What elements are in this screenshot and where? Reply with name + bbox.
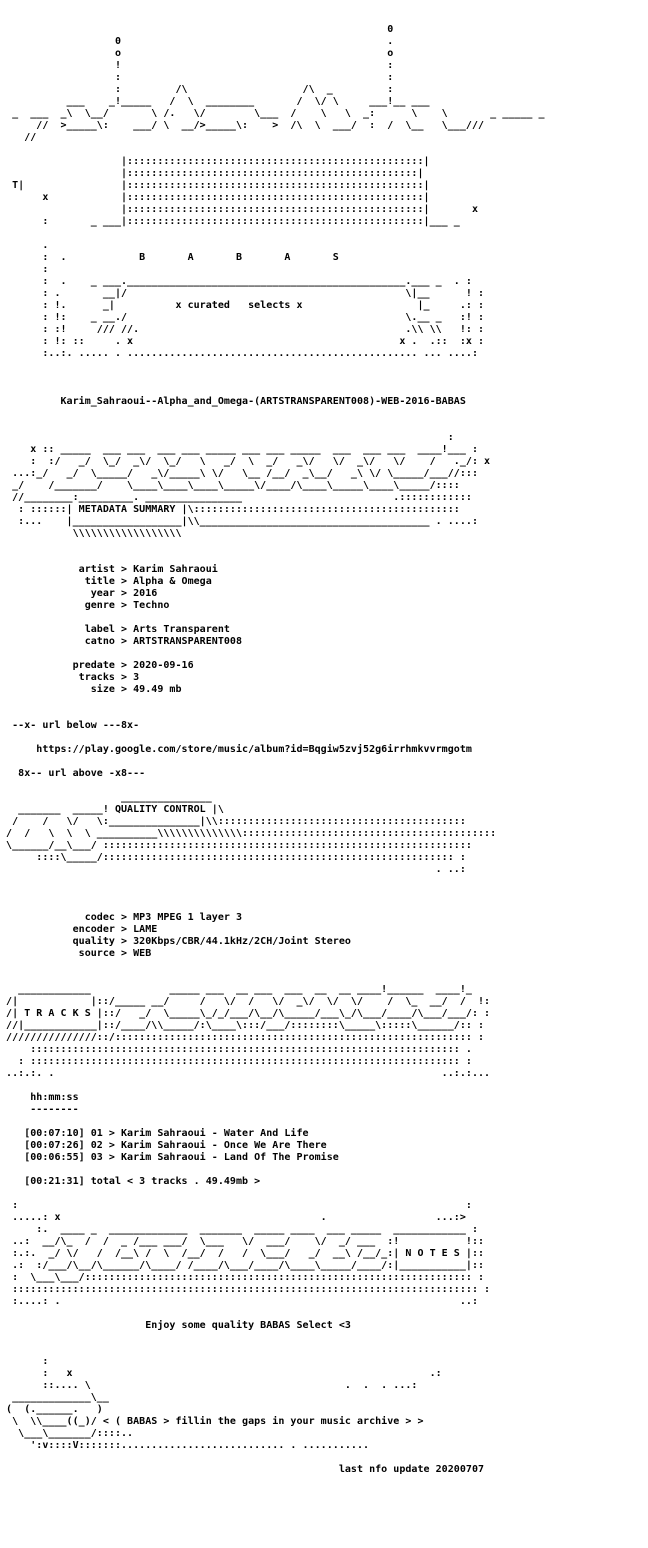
meta-label: label > Arts Transparent [0, 624, 230, 635]
quality-header-line: / / \/ \:_______________|\\::::::::::::::::::::::::::::::::::::::::: [0, 816, 472, 827]
spacer-line [0, 552, 648, 564]
header-art-line: T| |:::::::::::::::::::::::::::::::::::::::::::::::::| [0, 180, 485, 191]
footer-art-line: \___\_______/::::.. [0, 1428, 472, 1439]
spacer-line [0, 384, 648, 396]
header-art-line: |:::::::::::::::::::::::::::::::::::::::::::::::::| x [0, 204, 485, 215]
quality-bitrate: quality > 320Kbps/CBR/44.1kHz/2CH/Joint Stereo [0, 936, 351, 947]
header-art-line: // [0, 132, 485, 143]
url-above-marker: 8x-- url above -x8--- [0, 768, 146, 779]
spacer-line [0, 540, 648, 552]
quality-header-line: ::::\_____/:::::::::::::::::::::::::::::::::::::::::::::::::::::::::: : [0, 852, 466, 863]
meta-catno: catno > ARTSTRANSPARENT008 [0, 636, 243, 647]
quality-header-line: _______________ [0, 792, 485, 803]
track-row: [00:07:10] 01 > Karim Sahraoui - Water And Life [0, 1128, 309, 1139]
track-time-underline: -------- [0, 1104, 79, 1115]
track-total: [00:21:31] total < 3 tracks . 49.49mb > [0, 1176, 261, 1187]
meta-year: year > 2016 [0, 588, 158, 599]
spacer-line [0, 612, 648, 624]
tracks-header-line: ..:.:. . ..:.:... [0, 1068, 497, 1079]
spacer-line [0, 648, 648, 660]
header-art-line: : !: :: . x x . .:: :x : [0, 336, 485, 347]
spacer-line [0, 1116, 648, 1128]
footer-art-line: _____________\__ [0, 1392, 472, 1403]
header-art-line: // >_____\: ___/ \ __/>_____\: > /\ \ ___/ : / \__ \___/// [0, 120, 485, 131]
header-art-line: : [0, 264, 485, 275]
spacer-line [0, 732, 648, 744]
metadata-header-line: ...:_/ _/ \_____/ _\/_____\ \/ \__ /__/ _\__/ _\ \/ \_____/___//::: [0, 468, 485, 479]
notes-header-line: .....: x . ...:> [0, 1212, 472, 1223]
tracks-header-line: : ::::::::::::::::::::::::::::::::::::::::::::::::::::::::::::::::::::::: : [0, 1056, 478, 1067]
metadata-header-line: :... |__________________|\\______________________________________ . ....: [0, 516, 485, 527]
spacer-line [0, 372, 648, 384]
header-art-line: o o [0, 48, 485, 59]
tracks-header-line: ::::::::::::::::::::::::::::::::::::::::::::::::::::::::::::::::::::::: . [0, 1044, 478, 1055]
spacer-line [0, 900, 648, 912]
spacer-line [0, 1344, 648, 1356]
tracks-header-line: /| |::/_____ __/ / \/ / \/ _\/ \/ \/ / \_ __/ / !: [0, 996, 491, 1007]
last-update: last nfo update 20200707 [0, 1464, 485, 1475]
notes-header-line: ::::::::::::::::::::::::::::::::::::::::::::::::::::::::::::::::::::::::::::: : [0, 1284, 491, 1295]
footer-art-line: ( (.______. ) [0, 1404, 472, 1415]
release-name: Karim_Sahraoui--Alpha_and_Omega-(ARTSTRANSPARENT008)-WEB-2016-BABAS [0, 396, 466, 407]
spacer-line [0, 1332, 648, 1344]
header-art-line: : . B A B A S [0, 252, 485, 263]
metadata-header-line: : [0, 432, 454, 443]
notes-header-line: : : [0, 1200, 472, 1211]
spacer-line [0, 1080, 648, 1092]
header-art-line [0, 12, 648, 24]
header-art-line: : /\ /\ _ : [0, 84, 485, 95]
footer-art-line: : x .: [0, 1368, 478, 1379]
metadata-header-line: : :/ _/ \_/ _\/ \_/ \ _/ \ _/ _\/ \/ _\/ \/ / ._/: x [0, 456, 491, 467]
header-art-line: : . _ ___.______________________________________________.___ _ . : [0, 276, 485, 287]
header-art-line: . [0, 240, 485, 251]
footer-art-line: \ \\____((_)/ < ( BABAS > fillin the gaps in your music archive > > [0, 1416, 472, 1427]
track-row: [00:06:55] 03 > Karim Sahraoui - Land Of The Promise [0, 1152, 339, 1163]
quality-codec: codec > MP3 MPEG 1 layer 3 [0, 912, 243, 923]
spacer-line [0, 1308, 648, 1320]
header-art-line: ___ _!_____ / \ ________ / \/ \ ___!__ ___ [0, 96, 485, 107]
header-art-line: : :! /// //. .\\ \\ !: : [0, 324, 485, 335]
header-art-line [0, 228, 648, 240]
spacer-line [0, 1164, 648, 1176]
notes-header-line: :....: . ..: [0, 1296, 478, 1307]
meta-title: title > Alpha & Omega [0, 576, 212, 587]
quality-encoder: encoder > LAME [0, 924, 158, 935]
metadata-header-line: //________:_________. ________________ .:::::::::::: [0, 492, 478, 503]
spacer-line [0, 420, 648, 432]
notes-header-line: .: :/___/\__/\______/\____/ /____/\___/____/\____\_____/____/:|___________|:: [0, 1260, 485, 1271]
quality-header-line: . ..: [0, 864, 472, 875]
track-time-header: hh:mm:ss [0, 1092, 79, 1103]
meta-genre: genre > Techno [0, 600, 170, 611]
header-art-line: |::::::::::::::::::::::::::::::::::::::::::::::::| [0, 168, 472, 179]
meta-artist: artist > Karim Sahraoui [0, 564, 218, 575]
header-art-line: |:::::::::::::::::::::::::::::::::::::::::::::::::| [0, 156, 478, 167]
spacer-line [0, 1188, 648, 1200]
notes-header-line: ..: __/\_ / / _ /___ ___/ \___ \/ ___/ \/ _/ ___ :! !:: [0, 1236, 491, 1247]
release-url: https://play.google.com/store/music/album?id=Bqgiw5zvj52g6irrhmkvvrmgotm [0, 744, 472, 755]
header-art-line [0, 0, 648, 12]
header-art-line: : _ ___|:::::::::::::::::::::::::::::::::::::::::::::::::|___ _ [0, 216, 485, 227]
header-art-line: ! : [0, 60, 485, 71]
tracks-header-line: ____________ _____ ___ __ ___ ___ __ __ ____!______ ____!_ [0, 984, 478, 995]
header-art-line [0, 360, 648, 372]
spacer-line [0, 708, 648, 720]
header-art-line: : !: _ __./ \.__ _ :! : [0, 312, 485, 323]
notes-header-line: : \___\___/:::::::::::::::::::::::::::::::::::::::::::::::::::::::::::::::: : [0, 1272, 485, 1283]
header-art-line: _ ___ _\ \__/ \ /. \/ \___ / \ \ _: \ \ _ _____ _ [0, 108, 545, 119]
quality-header-line: _______ _____! QUALITY CONTROL |\ [0, 804, 491, 815]
footer-art-line: ':v::::V:::::::........................... . ........... [0, 1440, 478, 1451]
header-art-line: 0 . [0, 36, 485, 47]
meta-size: size > 49.49 mb [0, 684, 182, 695]
footer-art-line: ::.... \ . . . ...: [0, 1380, 466, 1391]
notes-header-line: :. ____ _ _____________ _______ _____ ____ ___ _____ ____________ : [0, 1224, 485, 1235]
metadata-header-line: : ::::::| METADATA SUMMARY |\:::::::::::::::::::::::::::::::::::::::::::: [0, 504, 466, 515]
tracks-header-line: /| T R A C K S |::/ _/ \_____\_/_/___/\__/\_____/___\_/\___/____/\___/___/: : [0, 1008, 491, 1019]
header-art-line [0, 144, 648, 156]
header-art-line: :..:. ..... . ................................................ ... ....: [0, 348, 478, 359]
header-art-line: : . __|/ \|__ ! : [0, 288, 485, 299]
spacer-line [0, 1452, 648, 1464]
spacer-line [0, 888, 648, 900]
url-below-marker: --x- url below ---8x- [0, 720, 140, 731]
notes-text: Enjoy some quality BABAS Select <3 [0, 1320, 351, 1331]
header-art-line: 0 [0, 24, 485, 35]
footer-art-line: : [0, 1356, 485, 1367]
metadata-header-line: x :: _____ ___ ___ ___ ___ _____ ___ ___ _____ ___ ___ ___ ____!___ : [0, 444, 478, 455]
spacer-line [0, 960, 648, 972]
track-row: [00:07:26] 02 > Karim Sahraoui - Once We Are There [0, 1140, 327, 1151]
tracks-header-line: ///////////////::/::::::::::::::::::::::::::::::::::::::::::::::::::::::::::: : [0, 1032, 485, 1043]
spacer-line [0, 876, 648, 888]
spacer-line [0, 972, 648, 984]
spacer-line [0, 408, 648, 420]
header-art-line: : !. _| x curated selects x |_ .: : [0, 300, 485, 311]
quality-header-line: \______/__\___/ ::::::::::::::::::::::::::::::::::::::::::::::::::::::::::::: [0, 840, 478, 851]
metadata-header-line: _/ /_______/ \____\____\____\_____\/____/\____\_____\____\_____/:::: [0, 480, 466, 491]
spacer-line [0, 780, 648, 792]
quality-source: source > WEB [0, 948, 152, 959]
meta-predate: predate > 2020-09-16 [0, 660, 194, 671]
metadata-header-line: \\\\\\\\\\\\\\\\\\ [0, 528, 478, 539]
meta-tracks: tracks > 3 [0, 672, 140, 683]
header-art-line: : : [0, 72, 485, 83]
spacer-line [0, 696, 648, 708]
tracks-header-line: //|____________|::/____/\\_____/:\____\:::/___/::::::::\_____\:::::\______/:: : [0, 1020, 485, 1031]
notes-header-line: :.:. _/ \/ / /__\ / \ /__/ / / \___/ _/ __\ /__/_:| N O T E S |:: [0, 1248, 491, 1259]
quality-header-line: / / \ \ \ __________\\\\\\\\\\\\\\:::::::::::::::::::::::::::::::::::::::::: [0, 828, 503, 839]
header-art-line: x |:::::::::::::::::::::::::::::::::::::::::::::::::| [0, 192, 485, 203]
spacer-line [0, 756, 648, 768]
